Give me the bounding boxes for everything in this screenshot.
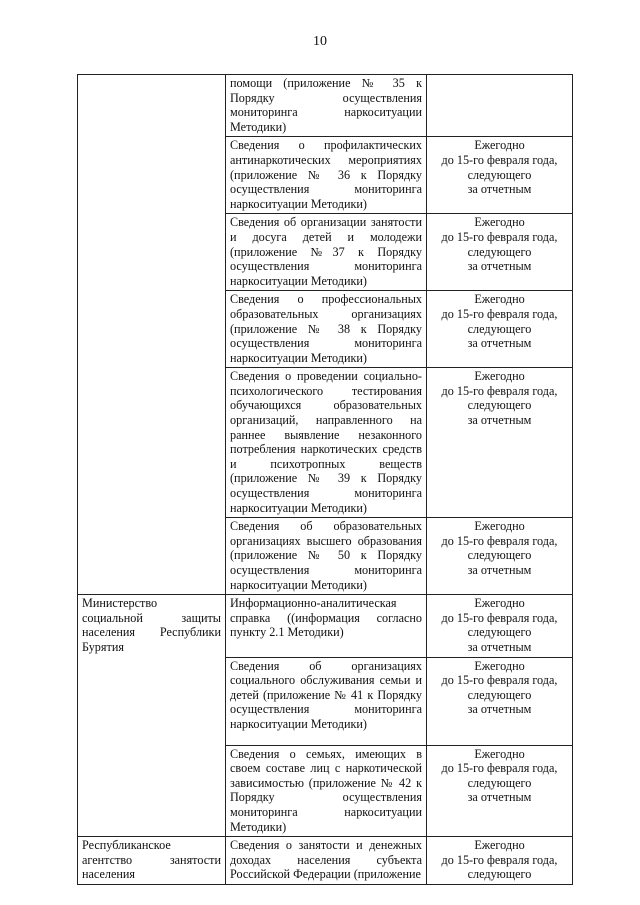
- period-line: следующего: [467, 244, 532, 259]
- period-cell: [427, 214, 573, 291]
- period-cell: [427, 137, 573, 214]
- info-cell: Сведения о семьях, имеющих в своем составе лиц с наркотической зависимостью (приложение № 42 к Порядку осуществления мониторинга наркоситуации Методики): [226, 745, 427, 837]
- org-cell: Министерство социальной защиты населения Республики Бурятия: [78, 595, 226, 837]
- period-cell: [427, 657, 573, 745]
- period-line: Ежегодно: [474, 215, 525, 230]
- period-cell: [427, 291, 573, 368]
- period-line: до 15-го февраля года,: [441, 673, 558, 688]
- period-line: Ежегодно: [474, 746, 525, 761]
- period-line: следующего: [467, 398, 532, 413]
- period-line: следующего: [467, 321, 532, 336]
- period-line: до 15-го февраля года,: [441, 229, 558, 244]
- period-line: следующего: [467, 687, 532, 702]
- period-line: следующего: [467, 775, 532, 790]
- period-line: Ежегодно: [474, 519, 525, 534]
- info-cell: помощи (приложение № 35 к Порядку осуществления мониторинга наркоситуации Методики): [226, 75, 427, 137]
- period-line: за отчетным: [467, 336, 532, 351]
- org-cell: Республиканское агентство занятости населения: [78, 837, 226, 885]
- period-line: Ежегодно: [474, 658, 525, 673]
- period-line: до 15-го февраля года,: [441, 852, 558, 867]
- info-cell: Сведения об организациях социального обслуживания семьи и детей (приложение № 41 к Порядку осуществления мониторинга наркоситуации Методики): [226, 657, 427, 745]
- info-cell: Сведения об образовательных организациях высшего образования (приложение № 50 к Порядку осуществления мониторинга наркоситуации Методики): [226, 518, 427, 595]
- period-line: за отчетным: [467, 259, 532, 274]
- period-line: следующего: [467, 548, 532, 563]
- period-line: следующего: [467, 167, 532, 182]
- org-cell: [78, 75, 226, 595]
- period-line: за отчетным: [467, 413, 532, 428]
- period-line: Ежегодно: [474, 596, 525, 611]
- period-cell: [427, 75, 573, 137]
- period-line: за отчетным: [467, 790, 532, 805]
- info-cell: Сведения о проведении социально-психологического тестирования обучающихся образовательных организаций, направленного на раннее выявление незаконного потребления наркотических средств и психотропных веществ (приложение № 39 к Порядку осуществления мониторинга наркоситуации Методики): [226, 368, 427, 518]
- period-cell: [427, 745, 573, 837]
- monitoring-table: [77, 74, 573, 885]
- period-line: до 15-го февраля года,: [441, 152, 558, 167]
- info-cell: Сведения о занятости и денежных доходах населения субъекта Российской Федерации (приложение: [226, 837, 427, 885]
- period-line: до 15-го февраля года,: [441, 306, 558, 321]
- page-number: 10: [313, 34, 327, 49]
- info-cell: Сведения об организации занятости и досуга детей и молодежи (приложение №37 к Порядку осуществления мониторинга наркоситуации Методики): [226, 214, 427, 291]
- period-cell: [427, 518, 573, 595]
- period-line: за отчетным: [467, 702, 532, 717]
- period-line: следующего: [467, 867, 532, 882]
- period-line: Ежегодно: [474, 838, 525, 853]
- period-line: Ежегодно: [474, 292, 525, 307]
- period-cell: [427, 595, 573, 657]
- table-row: [78, 595, 573, 657]
- period-line: следующего: [467, 625, 532, 640]
- period-cell: [427, 837, 573, 885]
- period-line: за отчетным: [467, 639, 532, 654]
- period-line: за отчетным: [467, 563, 532, 577]
- table-row: [78, 837, 573, 885]
- period-line: до 15-го февраля года,: [441, 610, 558, 625]
- period-line: Ежегодно: [474, 138, 525, 153]
- period-cell: [427, 368, 573, 518]
- info-cell: Информационно-аналитическая справка ((информация согласно пункту 2.1 Методики): [226, 595, 427, 657]
- period-line: за отчетным: [467, 182, 532, 197]
- info-cell: Сведения о профессиональных образовательных организациях (приложение № 38 к Порядку осуществления мониторинга наркоситуации Методики): [226, 291, 427, 368]
- period-line: Ежегодно: [474, 369, 525, 384]
- period-line: до 15-го февраля года,: [441, 533, 558, 548]
- table-row: [78, 75, 573, 137]
- period-line: до 15-го февраля года,: [441, 383, 558, 398]
- period-line: до 15-го февраля года,: [441, 761, 558, 776]
- info-cell: Сведения о профилактических антинаркотических мероприятиях (приложение № 36 к Порядку осуществления мониторинга наркоситуации Методики): [226, 137, 427, 214]
